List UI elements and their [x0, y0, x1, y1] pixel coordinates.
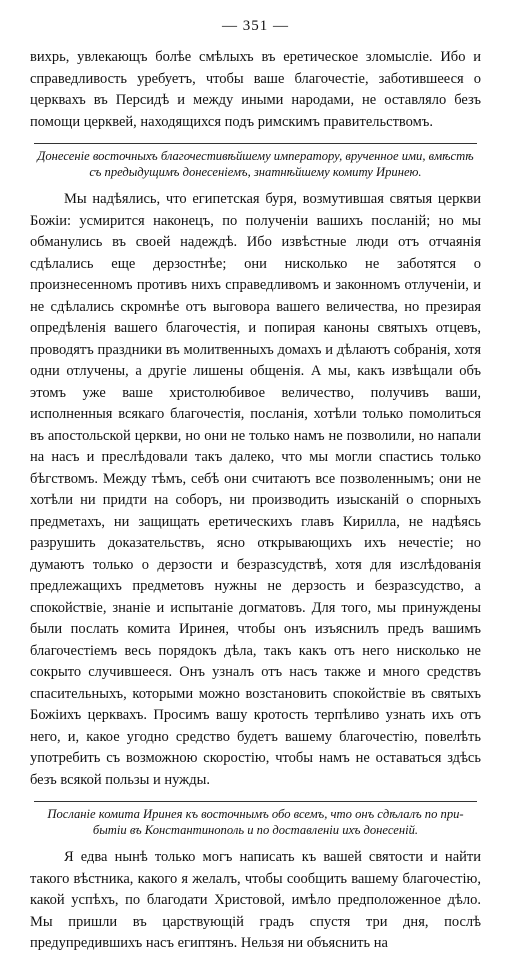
section-heading-1-line-1: Донесенiе восточныхъ благочестивѣйшему императору, врученное ими, вмѣстѣ	[37, 149, 474, 163]
section-heading-1	[34, 143, 477, 180]
section-heading-1-line-2: съ предыдущимъ донесенiемъ, знатнѣйшему комиту Иринею.	[89, 165, 422, 179]
body-paragraph-2: Я едва нынѣ только могъ написать къ вашей святости и найти такого вѣстника, какого я желалъ, чтобы сообщить вашему благочестiю, какой успѣхъ, по благодати Христовой, имѣло предположенное дѣло. Мы пришли въ царствующiй градъ спустя три дня, послѣ предупредившихъ насъ египтянъ. Нельзя ни объяснить на	[30, 849, 481, 951]
section-heading-2	[34, 801, 477, 838]
continuation-paragraph: вихрь, увлекающъ болѣе смѣлыхъ въ еретическое зломыслiе. Ибо и справедливость уребуетъ, чтобы ваше благочестiе, заботившееся о церквахъ въ Персидѣ и между иными народами, не оставляло безъ помощи церквей, находящихся подъ римскимъ правительствомъ.	[30, 49, 481, 130]
page-number: — 351 —	[222, 18, 289, 34]
section-heading-2-line-1: Посланiе комита Иринея къ восточнымъ обо всемъ, что онъ сдѣлалъ по при-	[47, 807, 464, 821]
section-heading-2-line-2: бытiи въ Константинополь и по доставленiи ихъ донесенiй.	[92, 823, 419, 837]
body-paragraph-1: Мы надѣялись, что египетская буря, возмутившая святыя церкви Божiи: усмирится наконецъ, по полученiи вашихъ посланiй; но мы обманулись въ своей надеждѣ. Ибо извѣстные люди отъ отчаянiя сдѣлались еще дерзостнѣе; они нисколько не заботятся о произнесенномъ противъ нихъ справедливомъ и законномъ отлученiи, и не сдѣлались скромнѣе отъ выговора вашего величества, но презирая опредѣленiя вашего благочестiя, и попирая каноны святыхъ отцевъ, проводятъ праздники въ молитвенныхъ домахъ и дѣлаютъ собранiя, хотя одни отлучены, а другiе лишены общенiя. А мы, какъ извѣщали объ этомъ уже ваше христолюбивое величество, получивъ ваши, исполненныя всякаго благочестiя, посланiя, хотѣли только помолиться въ апостольской церкви, но они не только намъ не позволили, но напали на насъ и преслѣдовали такъ далеко, что мы могли спастись только бѣгствомъ. Между тѣмъ, себѣ они считаютъ все позволеннымъ; они не хотѣли ни придти на соборъ, ни производить изысканiй о спорныхъ предметахъ, ни защищать еретическихъ главъ Кирилла, не надѣясь разрушить доказательствъ, ясно открывающихъ ихъ нечестiе; но думаютъ только о дерзости и безразсудствѣ, хотя для изслѣдованiя предлежащихъ предметовъ нужны не дерзость и безразсудство, а спокойствiе, знанiе и испытанiе догматовъ. Для того, мы принуждены были послать комита Иринея, чтобы онъ изъяснилъ предъ вашимъ благочестiемъ весь порядокъ дѣла, такъ какъ отъ него нисколько не сокрыто случившееся. Онъ узналъ отъ насъ также и много средствъ спасительныхъ, которыми можно возстановить спокойствiе въ святыхъ Божiихъ церквахъ. Просимъ вашу кротость терпѣливо узнать ихъ отъ него, и, какое угодно средство будетъ вашему благочестiю, повелѣть употребить съ возможною скоростiю, чтобы намъ не оставаться здѣсь безъ всякой пользы и нужды.	[30, 191, 481, 788]
